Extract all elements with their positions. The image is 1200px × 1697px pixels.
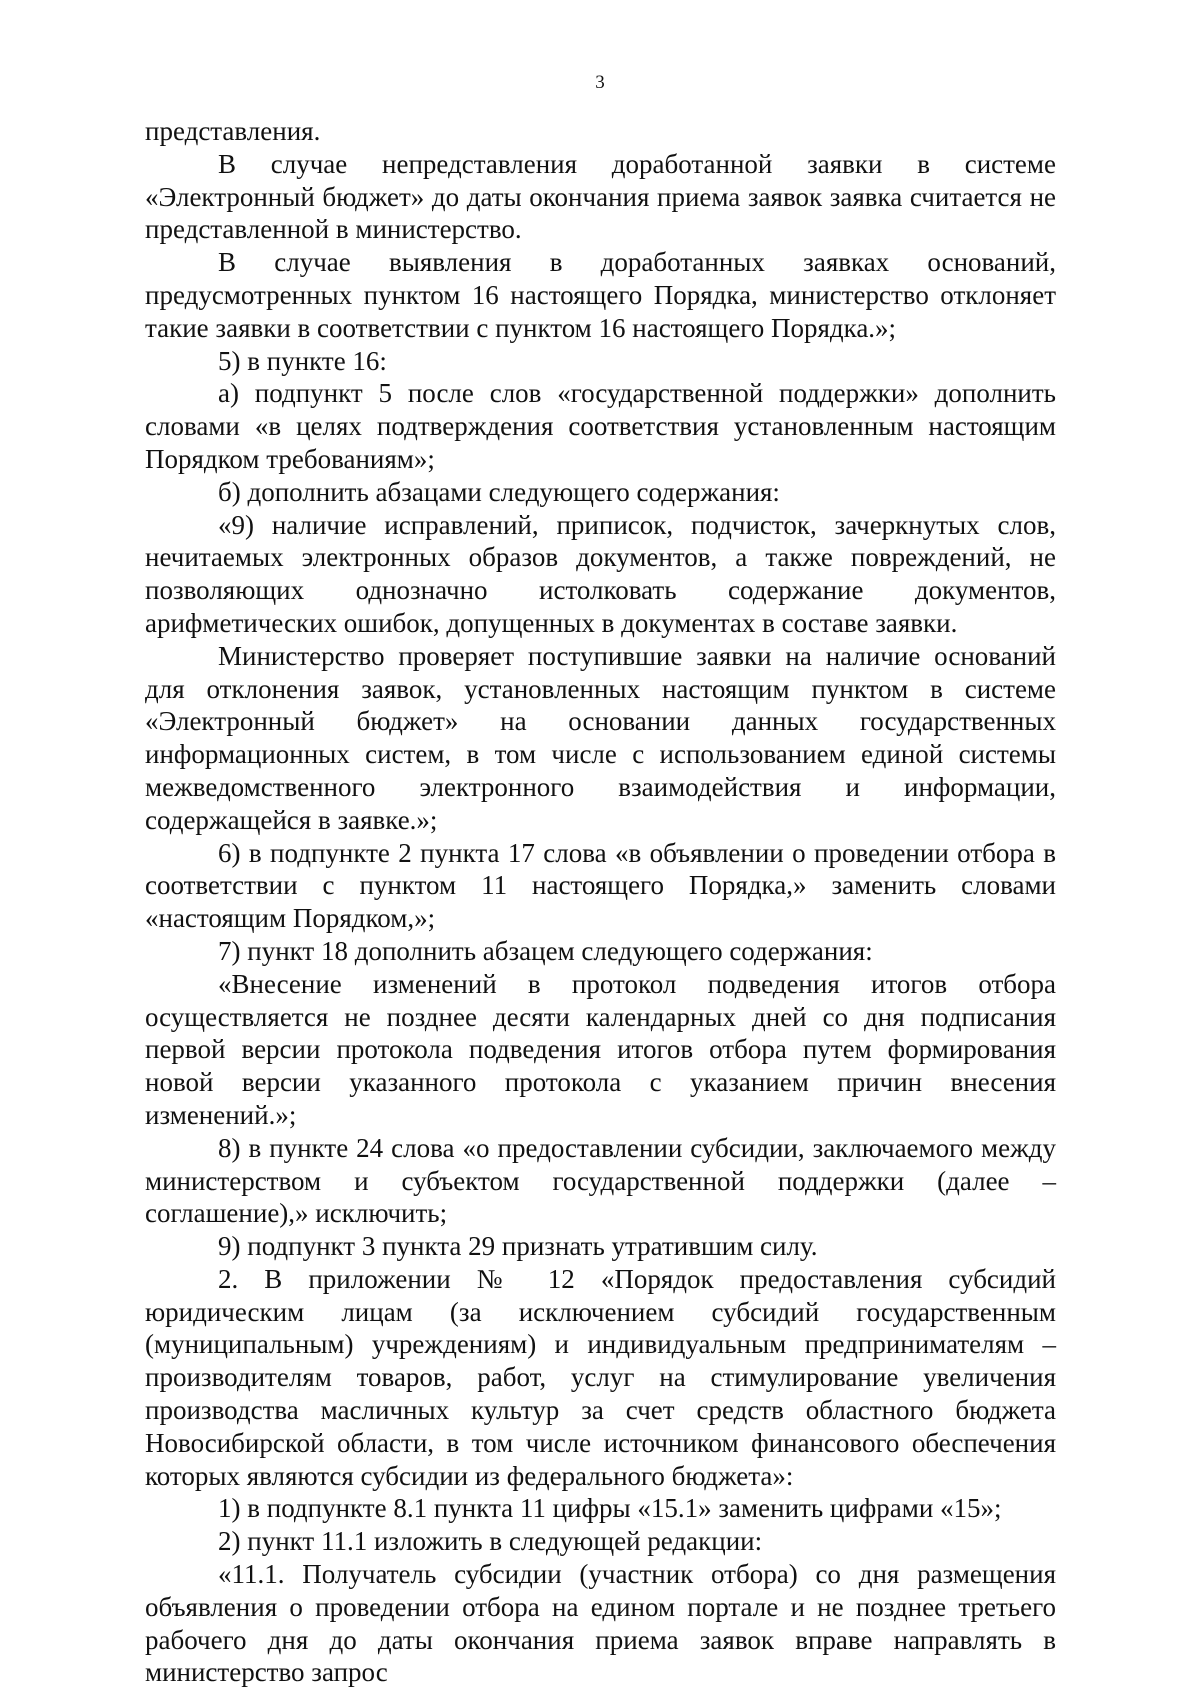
paragraph: 5) в пункте 16: (218, 345, 387, 376)
paragraph: 6) в подпункте 2 пункта 17 слова «в объявлении о проведении отбора в соответствии с пунктом 11 настоящего Порядка,» заменить словами «настоящим Порядком,»; (145, 837, 1056, 934)
paragraph: В случае выявления в доработанных заявках оснований, предусмотренных пунктом 16 настоящего Порядка, министерство отклоняет такие заявки в соответствии с пунктом 16 настоящего Порядка.»; (145, 247, 1056, 343)
document-body (145, 115, 1056, 1689)
paragraph: Министерство проверяет поступившие заявки на наличие оснований для отклонения заявок, установленных настоящим пунктом в системе «Электронный бюджет» на основании данных государственных информационных систем, в том числе с использованием единой системы межведомственного электронного взаимодействия и информации, содержащейся в заявке.»; (145, 640, 1056, 835)
paragraph: 7) пункт 18 дополнить абзацем следующего содержания: (218, 935, 873, 966)
paragraph: б) дополнить абзацами следующего содержания: (218, 476, 780, 507)
paragraph: а) подпункт 5 после слов «государственной поддержки» дополнить словами «в целях подтверждения соответствия установленным настоящим Порядком требованиям»; (145, 378, 1056, 474)
paragraph: «9) наличие исправлений, приписок, подчисток, зачеркнутых слов, нечитаемых электронных образов документов, а также повреждений, не позволяющих однозначно истолковать содержание документов, арифметических ошибок, допущенных в документах в составе заявки. (145, 509, 1056, 638)
paragraph: 8) в пункте 24 слова «о предоставлении субсидии, заключаемого между министерством и субъектом государственной поддержки (далее – соглашение),» исключить; (145, 1132, 1056, 1229)
paragraph: представления. (145, 116, 321, 146)
paragraph: 9) подпункт 3 пункта 29 признать утратившим силу. (218, 1231, 818, 1262)
page-number: 3 (595, 72, 605, 93)
paragraph: «Внесение изменений в протокол подведения итогов отбора осуществляется не позднее десяти календарных дней со дня подписания первой версии протокола подведения итогов отбора путем формирования новой версии указанного протокола с указанием причин внесения изменений.»; (145, 968, 1056, 1130)
paragraph: 1) в подпункте 8.1 пункта 11 цифры «15.1» заменить цифрами «15»; (218, 1493, 1002, 1524)
paragraph: «11.1. Получатель субсидии (участник отбора) со дня размещения объявления о проведении отбора на едином портале и не позднее третьего рабочего дня до даты окончания приема заявок вправе направлять в министерство запрос (145, 1559, 1056, 1688)
paragraph: В случае непредставления доработанной заявки в системе «Электронный бюджет» до даты окончания приема заявок заявка считается не представленной в министерство. (145, 148, 1056, 245)
paragraph: 2. В приложении № 12 «Порядок предоставления субсидий юридическим лицам (за исключением субсидий государственным (муниципальным) учреждениям) и индивидуальным предпринимателям – производителям товаров, работ, услуг на стимулирование увеличения производства масличных культур за счет средств областного бюджета Новосибирской области, в том числе источником финансового обеспечения которых являются субсидии из федерального бюджета»: (145, 1263, 1056, 1491)
paragraph: 2) пункт 11.1 изложить в следующей редакции: (218, 1526, 763, 1557)
